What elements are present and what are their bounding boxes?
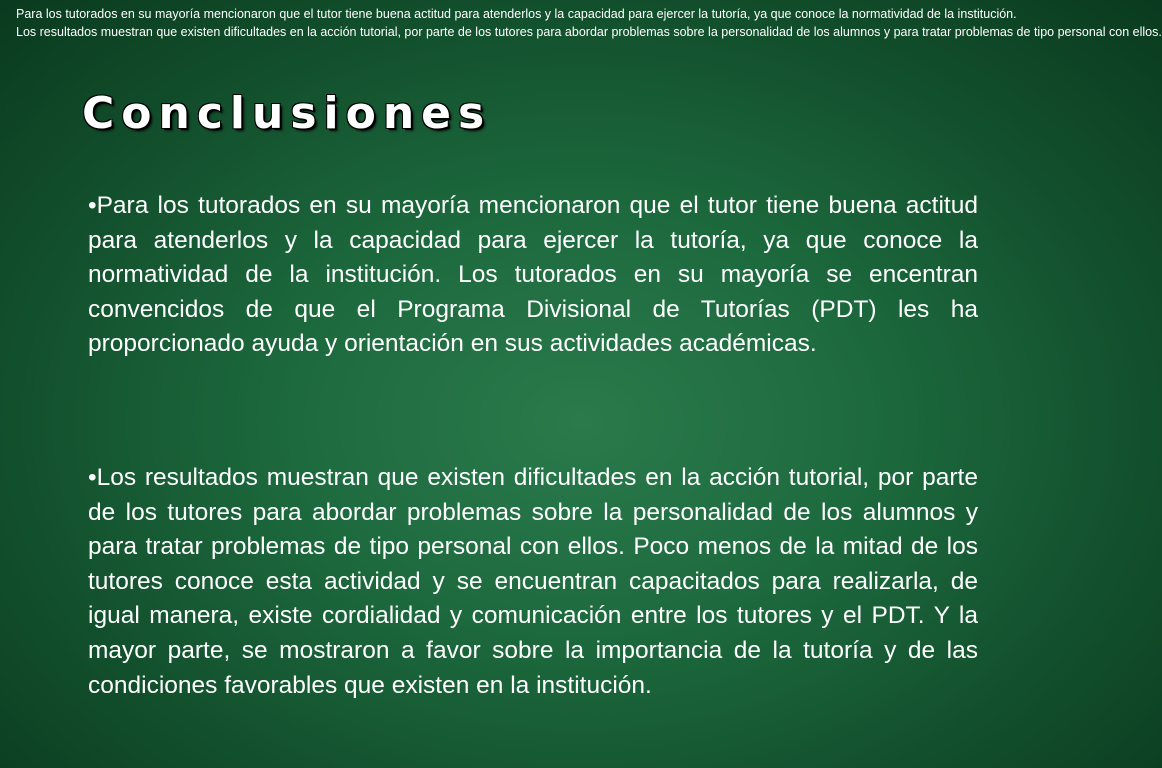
- ticker-line-2: Los resultados muestran que existen dificultades en la acción tutorial, por parte de los tutores para abordar problemas sobre la personalidad de los alumnos y para tratar problemas de tipo personal con ellos.: [16, 25, 1162, 39]
- ticker-line-1: Para los tutorados en su mayoría mencionaron que el tutor tiene buena actitud para atenderlos y la capacidad para ejercer la tutoría, ya que conoce la normatividad de la institución.: [16, 7, 1017, 21]
- conclusion-paragraph-1: •Para los tutorados en su mayoría mencionaron que el tutor tiene buena actitud para atenderlos y la capacidad para ejercer la tutoría, ya que conoce la normatividad de la institución. Los tutorados en su mayoría se encentran convencidos de que el Programa Divisional de Tutorías (PDT) les ha proporcionado ayuda y orientación en sus actividades académicas.: [88, 192, 978, 358]
- slide-title: Conclusiones: [82, 88, 492, 139]
- ticker-strip: [0, 0, 1162, 44]
- conclusion-paragraph-2: •Los resultados muestran que existen dificultades en la acción tutorial, por parte de los tutores para abordar problemas sobre la personalidad de los alumnos y para tratar problemas de tipo personal con ellos. Poco menos de la mitad de los tutores conoce esta actividad y se encuentran capacitados para realizarla, de igual manera, existe cordialidad y comunicación entre los tutores y el PDT. Y la mayor parte, se mostraron a favor sobre la importancia de la tutoría y de las condiciones favorables que existen en la institución.: [88, 464, 978, 699]
